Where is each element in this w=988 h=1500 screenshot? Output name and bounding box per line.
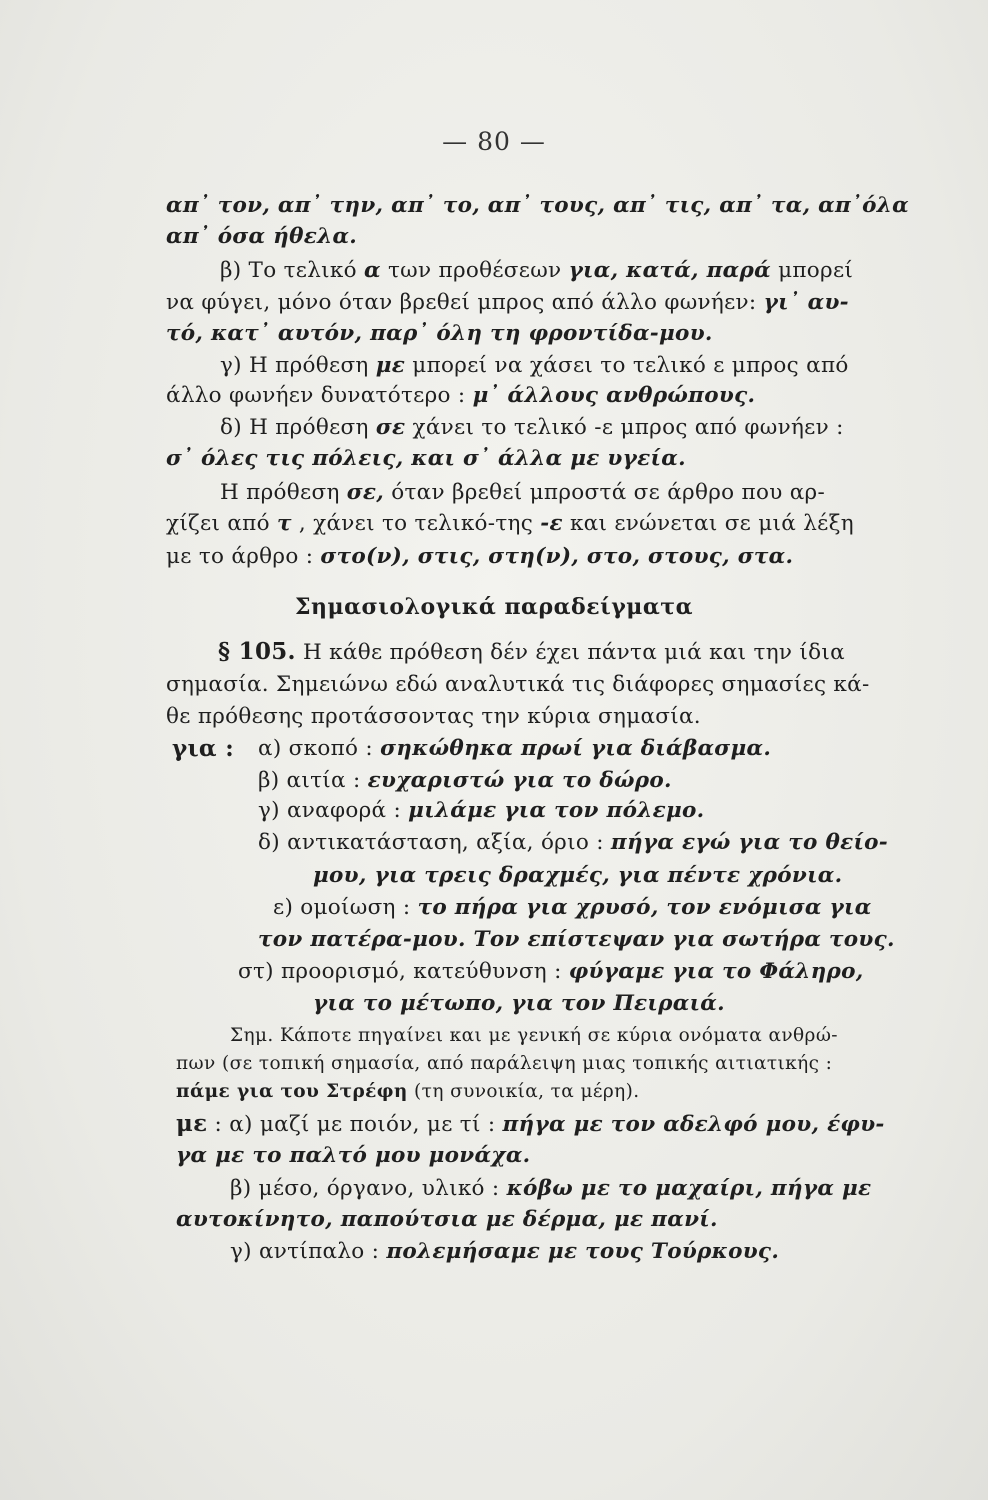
text-span: να φύγει, μόνο όταν βρεθεί μπρος από άλλο φωνήεν: bbox=[166, 290, 764, 315]
text-line bbox=[176, 1110, 885, 1139]
text-span: (τη συνοικία, τα μέρη). bbox=[407, 1081, 640, 1102]
meaning-label: β) αιτία : bbox=[258, 768, 368, 793]
preposition-marker: για : bbox=[172, 735, 235, 762]
text-line: σημασία. Σημειώνω εδώ αναλυτικά τις διάφορες σημασίες κά- bbox=[166, 672, 870, 697]
meaning-label: στ) προορισμό, κατεύθυνση : bbox=[238, 959, 569, 984]
text-span: β) Το τελικό bbox=[220, 258, 364, 283]
text-line: τό, κατ᾽ αυτόν, παρ᾽ όλη τη φροντίδα-μου. bbox=[166, 321, 713, 346]
text-line bbox=[166, 510, 854, 538]
meaning-label: γ) αντίπαλο : bbox=[230, 1239, 387, 1264]
bold-term: σε, bbox=[346, 480, 385, 505]
text-span: των προθέσεων bbox=[380, 258, 569, 283]
text-line: θε πρόθεσης προτάσσοντας την κύρια σημασία. bbox=[166, 704, 701, 729]
meaning-label: : α) μαζί με ποιόν, με τί : bbox=[207, 1112, 503, 1137]
example-text: πολεμήσαμε με τους Τούρκους. bbox=[386, 1239, 780, 1264]
example-text: σηκώθηκα πρωί για διάβασμα. bbox=[380, 736, 772, 761]
text-line bbox=[220, 352, 849, 380]
section-heading: Σημασιολογικά παραδείγματα bbox=[294, 594, 694, 620]
text-line bbox=[220, 414, 844, 442]
bold-term: γι᾽ αυ- bbox=[763, 290, 849, 315]
preposition-marker: με bbox=[176, 1110, 208, 1137]
example-text: αυτοκίνητο, παπούτσια με δέρμα, με πανί. bbox=[176, 1207, 718, 1232]
meaning-label: γ) αναφορά : bbox=[258, 798, 409, 823]
example-text: γα με το παλτό μου μονάχα. bbox=[176, 1143, 531, 1168]
example-text: φύγαμε για το Φάληρο, bbox=[568, 959, 864, 984]
text-line bbox=[258, 767, 672, 795]
text-line bbox=[230, 1175, 871, 1203]
text-line bbox=[258, 829, 888, 857]
text-line bbox=[273, 894, 872, 922]
text-span: δ) Η πρόθεση bbox=[220, 415, 376, 440]
bold-term: α bbox=[363, 258, 381, 283]
meaning-label: ε) ομοίωση : bbox=[273, 895, 418, 920]
text-span: χάνει το τελικό -ε μπρος από φωνήεν : bbox=[405, 415, 844, 440]
text-span: άλλο φωνήεν δυνατότερο : bbox=[166, 383, 473, 408]
bold-term: μ᾽ άλλους ανθρώπους. bbox=[472, 383, 756, 408]
bold-term: με bbox=[375, 353, 406, 378]
text-line bbox=[218, 638, 845, 667]
text-span: όταν βρεθεί μπροστά σε άρθρο που αρ- bbox=[384, 480, 826, 505]
note-line bbox=[176, 1078, 640, 1106]
example-text: μιλάμε για τον πόλεμο. bbox=[408, 798, 705, 823]
text-line bbox=[258, 797, 704, 825]
example-text: πήγα με τον αδελφό μου, έφυ- bbox=[502, 1112, 885, 1137]
example-text: ευχαριστώ για το δώρο. bbox=[367, 768, 672, 793]
example-text: για το μέτωπο, για τον Πειραιά. bbox=[313, 991, 725, 1016]
text-line bbox=[238, 958, 864, 986]
bold-term: για, κατά, παρά bbox=[568, 258, 771, 283]
text-span: , χάνει το τελικό-της bbox=[291, 511, 541, 536]
text-line bbox=[166, 543, 793, 571]
text-line bbox=[258, 735, 771, 763]
bold-term: σε bbox=[375, 415, 406, 440]
example-text: τον πατέρα-μου. Τον επίστεψαν για σωτήρα τους. bbox=[258, 927, 895, 952]
text-span: και ενώνεται σε μιά λέξη bbox=[562, 511, 854, 536]
meaning-label: δ) αντικατάσταση, αξία, όριο : bbox=[258, 830, 611, 855]
text-span: μπορεί bbox=[770, 258, 854, 283]
example-text: το πήρα για χρυσό, τον ενόμισα για bbox=[417, 895, 872, 920]
text-span: μπορεί να χάσει το τελικό ε μπρος από bbox=[405, 353, 849, 378]
text-line: απ᾽ τον, απ᾽ την, απ᾽ το, απ᾽ τους, απ᾽ τις, απ᾽ τα, απ᾽όλα bbox=[166, 193, 909, 218]
text-span: χίζει από bbox=[166, 511, 277, 536]
bold-term: πάμε για του Στρέφη bbox=[176, 1081, 408, 1102]
bold-term: τ bbox=[276, 511, 292, 536]
text-line: απ᾽ όσα ήθελα. bbox=[166, 224, 358, 249]
text-line: σ᾽ όλες τις πόλεις, και σ᾽ άλλα με υγεία. bbox=[166, 446, 686, 471]
text-line bbox=[230, 1238, 779, 1266]
example-text: κόβω με το μαχαίρι, πήγα με bbox=[506, 1176, 872, 1201]
bold-term: στο(ν), στις, στη(ν), στο, στους, στα. bbox=[320, 544, 794, 569]
note-line: Σημ. Κάποτε πηγαίνει και με γενική σε κύρια ονόματα ανθρώ- bbox=[230, 1025, 838, 1046]
meaning-label: α) σκοπό : bbox=[258, 736, 381, 761]
bold-term: -ε bbox=[540, 511, 563, 536]
meaning-label: β) μέσο, όργανο, υλικό : bbox=[230, 1176, 507, 1201]
text-span: Η πρόθεση bbox=[220, 480, 347, 505]
text-span: γ) Η πρόθεση bbox=[220, 353, 376, 378]
text-line bbox=[166, 382, 755, 410]
example-text: πήγα εγώ για το θείο- bbox=[610, 830, 889, 855]
text-span: Η κάθε πρόθεση δέν έχει πάντα μιά και την ίδια bbox=[295, 640, 845, 665]
text-line bbox=[220, 479, 825, 507]
example-text: μου, για τρεις δραχμές, για πέντε χρόνια. bbox=[313, 863, 843, 888]
text-line bbox=[220, 257, 853, 285]
section-number: § 105. bbox=[218, 638, 296, 665]
page-number: — 80 — bbox=[442, 127, 546, 156]
text-line bbox=[166, 289, 849, 317]
note-line: πων (σε τοπική σημασία, από παράλειψη μιας τοπικής αιτιατικής : bbox=[176, 1053, 833, 1074]
text-span: με το άρθρο : bbox=[166, 544, 321, 569]
